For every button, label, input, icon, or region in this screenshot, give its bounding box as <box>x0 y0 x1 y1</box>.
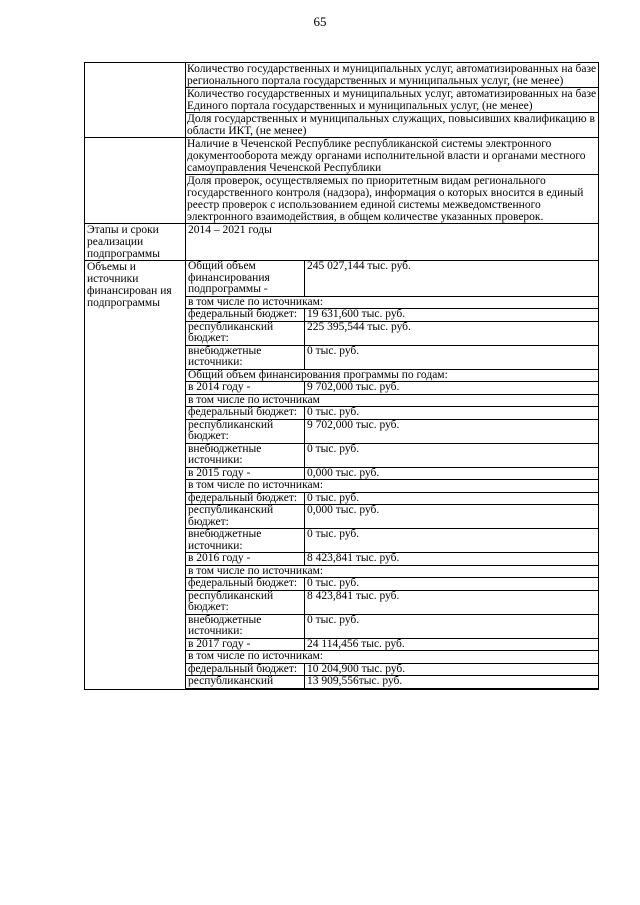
year-source-row <box>186 590 598 614</box>
indicators-left-cell-b <box>85 138 186 224</box>
source-label: республиканский бюджет: <box>186 321 305 345</box>
page-number: 65 <box>313 14 327 29</box>
source-value: 10 204,900 тыс. руб. <box>305 663 599 676</box>
source-label: федеральный бюджет: <box>186 309 305 322</box>
indicator-item: Наличие в Чеченской Республике республиканской системы электронного документооборота между органами исполнительной власти и органами местного самоуправления Чеченской Республики <box>186 138 598 175</box>
source-label: федеральный бюджет: <box>186 578 305 591</box>
source-label: республиканский бюджет: <box>186 419 305 443</box>
funding-source-row <box>186 321 598 345</box>
source-value: 0 тыс. руб. <box>305 492 599 505</box>
source-label: внебюджетные источники: <box>186 614 305 638</box>
source-label: внебюджетные источники: <box>186 345 305 369</box>
indicators-row-b <box>85 138 599 224</box>
year-sources-header <box>186 480 598 493</box>
funding-total-value: 245 027,144 тыс. руб. <box>305 261 599 296</box>
year-label: в 2014 году - <box>186 382 305 395</box>
year-value: 24 114,456 тыс. руб. <box>305 638 599 651</box>
year-sources-header <box>186 394 598 407</box>
year-row <box>186 467 598 480</box>
indicator-item: Доля проверок, осуществляемых по приоритетным видам регионального государственного контроля (надзора), информация о которых вносится в единый реестр проверок с использованием единой системы межведомственного электронного взаимодействия, в общем количестве указанных проверок. <box>187 175 584 223</box>
indicators-cell-b <box>186 138 599 224</box>
funding-table <box>186 261 598 689</box>
indicators-cell-a <box>186 63 599 138</box>
funding-years-label: Общий объем финансирования программы по годам: <box>186 369 598 382</box>
source-value: 9 702,000 тыс. руб. <box>305 419 599 443</box>
source-label: республиканский <box>186 676 305 689</box>
funding-total-label: Общий объем финансирования подпрограммы - <box>186 261 305 296</box>
indicators-row-a <box>85 63 599 138</box>
indicator-item: Количество государственных и муниципальных услуг, автоматизированных на базе Единого портала государственных и муниципальных услуг, (не менее) <box>187 88 597 112</box>
passport-table <box>84 62 599 690</box>
funding-years-header <box>186 369 598 382</box>
funding-cell <box>186 261 599 690</box>
year-source-row <box>186 492 598 505</box>
year-sources-label: в том числе по источникам <box>186 394 598 407</box>
year-source-row <box>186 529 598 553</box>
source-value: 0,000 тыс. руб. <box>305 505 599 529</box>
funding-source-row <box>186 345 598 369</box>
year-row <box>186 382 598 395</box>
indicator-item: Количество государственных и муниципальных услуг, автоматизированных на базе регионального портала государственных и муниципальных услуг, (не менее) <box>187 63 597 87</box>
year-sources-label: в том числе по источникам: <box>186 651 598 664</box>
year-source-row <box>186 443 598 467</box>
source-label: внебюджетные источники: <box>186 443 305 467</box>
source-value: 8 423,841 тыс. руб. <box>305 590 599 614</box>
indicators-left-cell-a <box>85 63 186 138</box>
stages-label: Этапы и сроки реализации подпрограммы <box>85 224 186 261</box>
funding-sources-header <box>186 296 598 309</box>
year-row <box>186 638 598 651</box>
stages-row <box>85 224 599 261</box>
source-label: республиканский бюджет: <box>186 505 305 529</box>
indicator-item: Доля государственных и муниципальных служащих, повысивших квалификацию в области ИКТ, (не менее) <box>187 113 595 137</box>
year-source-row <box>186 578 598 591</box>
source-value: 0 тыс. руб. <box>305 345 599 369</box>
year-value: 9 702,000 тыс. руб. <box>305 382 599 395</box>
funding-source-row <box>186 309 598 322</box>
year-source-row <box>186 407 598 420</box>
funding-label: Объемы и источники финансирован ия подпрограммы <box>85 261 186 690</box>
source-value: 19 631,600 тыс. руб. <box>305 309 599 322</box>
source-value: 0 тыс. руб. <box>305 529 599 553</box>
year-value: 0,000 тыс. руб. <box>305 467 599 480</box>
year-source-row <box>186 676 598 689</box>
year-sources-header <box>186 651 598 664</box>
year-source-row <box>186 419 598 443</box>
source-value: 225 395,544 тыс. руб. <box>305 321 599 345</box>
year-label: в 2015 году - <box>186 467 305 480</box>
year-label: в 2017 году - <box>186 638 305 651</box>
stages-value: 2014 – 2021 годы <box>186 224 599 261</box>
year-source-row <box>186 614 598 638</box>
source-label: федеральный бюджет: <box>186 492 305 505</box>
funding-row <box>85 261 599 690</box>
year-row <box>186 553 598 566</box>
source-label: федеральный бюджет: <box>186 663 305 676</box>
year-source-row <box>186 505 598 529</box>
source-value: 0 тыс. руб. <box>305 407 599 420</box>
year-value: 8 423,841 тыс. руб. <box>305 553 599 566</box>
funding-total-row <box>186 261 598 296</box>
year-sources-header <box>186 565 598 578</box>
source-value: 0 тыс. руб. <box>305 578 599 591</box>
source-value: 0 тыс. руб. <box>305 614 599 638</box>
year-source-row <box>186 663 598 676</box>
source-label: внебюджетные источники: <box>186 529 305 553</box>
funding-sources-label: в том числе по источникам: <box>186 296 598 309</box>
year-sources-label: в том числе по источникам: <box>186 480 598 493</box>
source-label: федеральный бюджет: <box>186 407 305 420</box>
source-label: республиканский бюджет: <box>186 590 305 614</box>
year-sources-label: в том числе по источникам: <box>186 565 598 578</box>
source-value: 13 909,556тыс. руб. <box>305 676 599 689</box>
source-value: 0 тыс. руб. <box>305 443 599 467</box>
year-label: в 2016 году - <box>186 553 305 566</box>
